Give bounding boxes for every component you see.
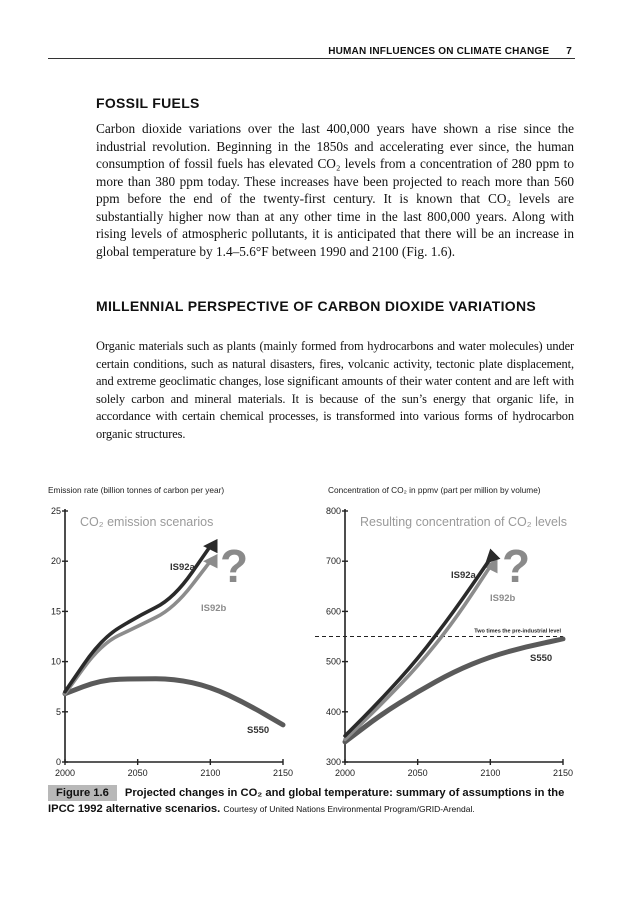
series-label-s550: S550 [530,653,553,664]
y-tick-label: 5 [55,706,61,717]
figure-caption [48,785,588,817]
series-label-s550: S550 [247,725,270,736]
figure-label: Figure 1.6 [48,785,117,801]
y-tick-label: 15 [50,606,61,617]
chart-emission-scenarios [48,485,293,778]
section-body-millennial: Organic materials such as plants (mainly formed from hydrocarbons and water molecules) under certain conditions, such as natural disasters, fires, volcanic activity, tectonic plate displacement, and extreme geoclimatic changes, lose significant amounts of their water content and are left with solely carbon and mineral materials. It is because of the sun’s energy that organic life, in accordance with certain chemical processes, is transformed into various forms of hydrocarbon organic structures. [96,339,574,441]
figure-caption-text: Projected changes in CO₂ and global temperature: summary of assumptions in the IPCC 1992 alternative scenarios. [48,787,565,815]
figure-1-6 [0,480,622,782]
y-tick-label: 800 [325,506,341,516]
series-label-is92a: IS92a [451,570,476,581]
chart-title: CO₂ emission scenarios [80,515,214,529]
series-line-s550 [65,679,283,725]
series-label-is92a: IS92a [170,562,195,573]
reference-line-label: Two times the pre-industrial level [474,628,561,635]
question-mark: ? [219,540,249,592]
series-line-is92a [345,559,490,736]
section-heading-fossil-fuels: FOSSIL FUELS [96,95,200,111]
y-tick-label: 400 [325,706,341,717]
y-tick-label: 600 [325,606,341,617]
y-tick-label: 500 [325,656,341,667]
x-tick-label: 2000 [334,768,356,778]
x-tick-label: 2100 [480,768,501,778]
y-tick-label: 0 [55,757,61,767]
chart-title: Resulting concentration of CO₂ levels [360,515,568,529]
x-tick-label: 2150 [552,768,574,778]
y-tick-label: 25 [50,506,61,516]
y-tick-label: 300 [325,757,341,767]
section-heading-millennial: MILLENNIAL PERSPECTIVE OF CARBON DIOXIDE VARIATIONS [96,298,536,314]
y-tick-label: 700 [325,556,341,567]
running-header [0,46,572,58]
y-axis-label: Concentration of CO₂ in ppmv (part per million by volume) [328,485,541,495]
series-label-is92b: IS92b [201,603,227,614]
y-tick-label: 10 [50,656,61,667]
running-title: HUMAN INFLUENCES ON CLIMATE CHANGE [328,46,550,57]
x-tick-label: 2150 [272,768,294,778]
section-body-fossil-fuels: Carbon dioxide variations over the last 400,000 years have shown a rise since the industrial revolution. Beginning in the 1850s and accelerating ever since, the human consumption of fossil fuels has elevated CO₂ levels from a concentration of 280 ppm to more than 380 ppm today. These increases have been projected to reach more than 560 ppm before the end of the twenty-first century. It is known that CO₂ levels are substantially higher now than at any other time in the last 800,000 years. Along with rising levels of atmospheric pollutants, it is anticipated that there will be an increase in global temperature by 1.4–5.6°F between 1990 and 2100 (Fig. 1.6). [96,121,574,259]
series-line-is92b [65,561,210,694]
header-rule [48,58,575,59]
page-number: 7 [566,46,572,57]
y-tick-label: 20 [50,556,61,567]
x-tick-label: 2000 [54,768,76,778]
y-axis-label: Emission rate (billion tonnes of carbon per year) [48,485,225,495]
figure-credit: Courtesy of United Nations Environmental Program/GRID-Arendal. [223,804,475,814]
series-label-is92b: IS92b [490,593,516,604]
question-mark: ? [501,540,531,592]
chart-co2-concentration [315,485,573,778]
x-tick-label: 2050 [127,768,148,778]
x-tick-label: 2050 [407,768,428,778]
x-tick-label: 2100 [200,768,221,778]
